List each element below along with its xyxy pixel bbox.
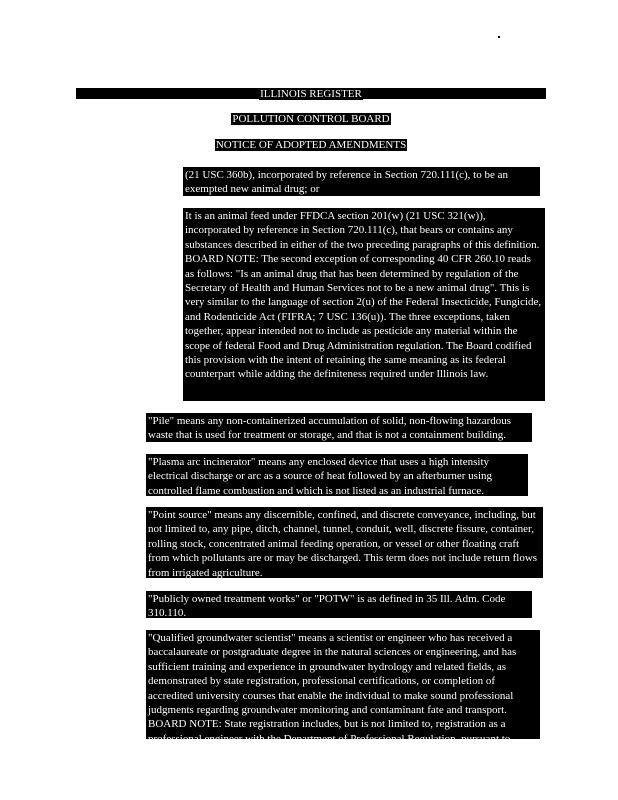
register-title: ILLINOIS REGISTER xyxy=(260,88,362,100)
definition-pile: "Pile" means any non-containerized accumulation of solid, non-flowing hazardous waste that is used for treatment or storage, and that is not a containment building. xyxy=(146,413,532,442)
definition-potw: "Publicly owned treatment works" or "POTW" is as defined in 35 Ill. Adm. Code 310.110. xyxy=(146,591,532,618)
definition-point-source: "Point source" means any discernible, confined, and discrete conveyance, including, but not limited to, any pipe, ditch, channel, tunnel, conduit, well, discrete fissure, container, rolling stock, concentrated animal feeding operation, or vessel or other floating craft from which pollutants are or may be discharged. This term does not include return flows from irrigated agriculture. xyxy=(146,507,543,578)
board-note: BOARD NOTE: State registration includes, but is not limited to, registration as a professional engineer with the Department of Professional Regulation, pursuant to xyxy=(148,718,511,745)
scan-speck xyxy=(498,36,500,38)
agency-name: POLLUTION CONTROL BOARD xyxy=(232,113,390,125)
definition-plasma-arc-incinerator: "Plasma arc incinerator" means any enclosed device that uses a high intensity electrical discharge or arc as a source of heat followed by an afterburner using controlled flame combustion and which is not listed as an industrial furnace. xyxy=(146,454,528,496)
animal-feed-clause: It is an animal feed under FFDCA section 201(w) (21 USC 321(w)), incorporated by reference in Section 720.111(c), that bears or contains any substances described in either of the two preceding paragraphs of this definition. BOARD NOTE: The second exception of corresponding 40 CFR 260.10 reads as follows: "Is an animal drug that has been determined by regulation of the Secretary of Health and Human Services not to be a new animal drug". This is very similar to the language of section 2(u) of the Federal Insecticide, Fungicide, and Rodenticide Act (FIFRA; 7 USC 136(u)). The three exceptions, taken together, appear intended not to include as pesticide any material within the scope of federal Food and Drug Administration regulation. The Board codified this provision with the intent of retaining the same meaning as its federal counterpart while adding the definiteness required under Illinois law. xyxy=(183,208,545,401)
notice-heading: NOTICE OF ADOPTED AMENDMENTS xyxy=(215,139,407,151)
definition-qualified-groundwater-scientist: "Qualified groundwater scientist" means a scientist or engineer who has received a baccalaureate or postgraduate degree in the natural sciences or engineering, and has sufficient training and experience in groundwater hydrology and related fields, as demonstrated by state registration, professional certifications, or completion of accredited university courses that enable the individual to make sound professional judgments regarding groundwater monitoring and contaminant fate and transport. BOARD NOTE: State registration includes, but is not limited to, registration as a professional engineer with the Department of Professional Regulation, pursuant to xyxy=(146,630,540,739)
exempted-drug-clause: (21 USC 360b), incorporated by reference in Section 720.111(c), to be an exempted new animal drug; or xyxy=(183,167,540,196)
board-note: BOARD NOTE: The second exception of corresponding 40 CFR 260.10 reads as follows: "Is an animal drug that has been determined by regulation of the Secretary of Health and Human Services not to be a new animal drug". This is very similar to the language of section 2(u) of the Federal Insecticide, Fungicide, and Rodenticide Act (FIFRA; 7 USC 136(u)). The three exceptions, taken together, appear intended not to include as pesticide any material within the scope of federal Food and Drug Administration regulation. The Board codified this provision with the intent of retaining the same meaning as its federal counterpart while adding the definiteness required under Illinois law. xyxy=(185,253,542,381)
